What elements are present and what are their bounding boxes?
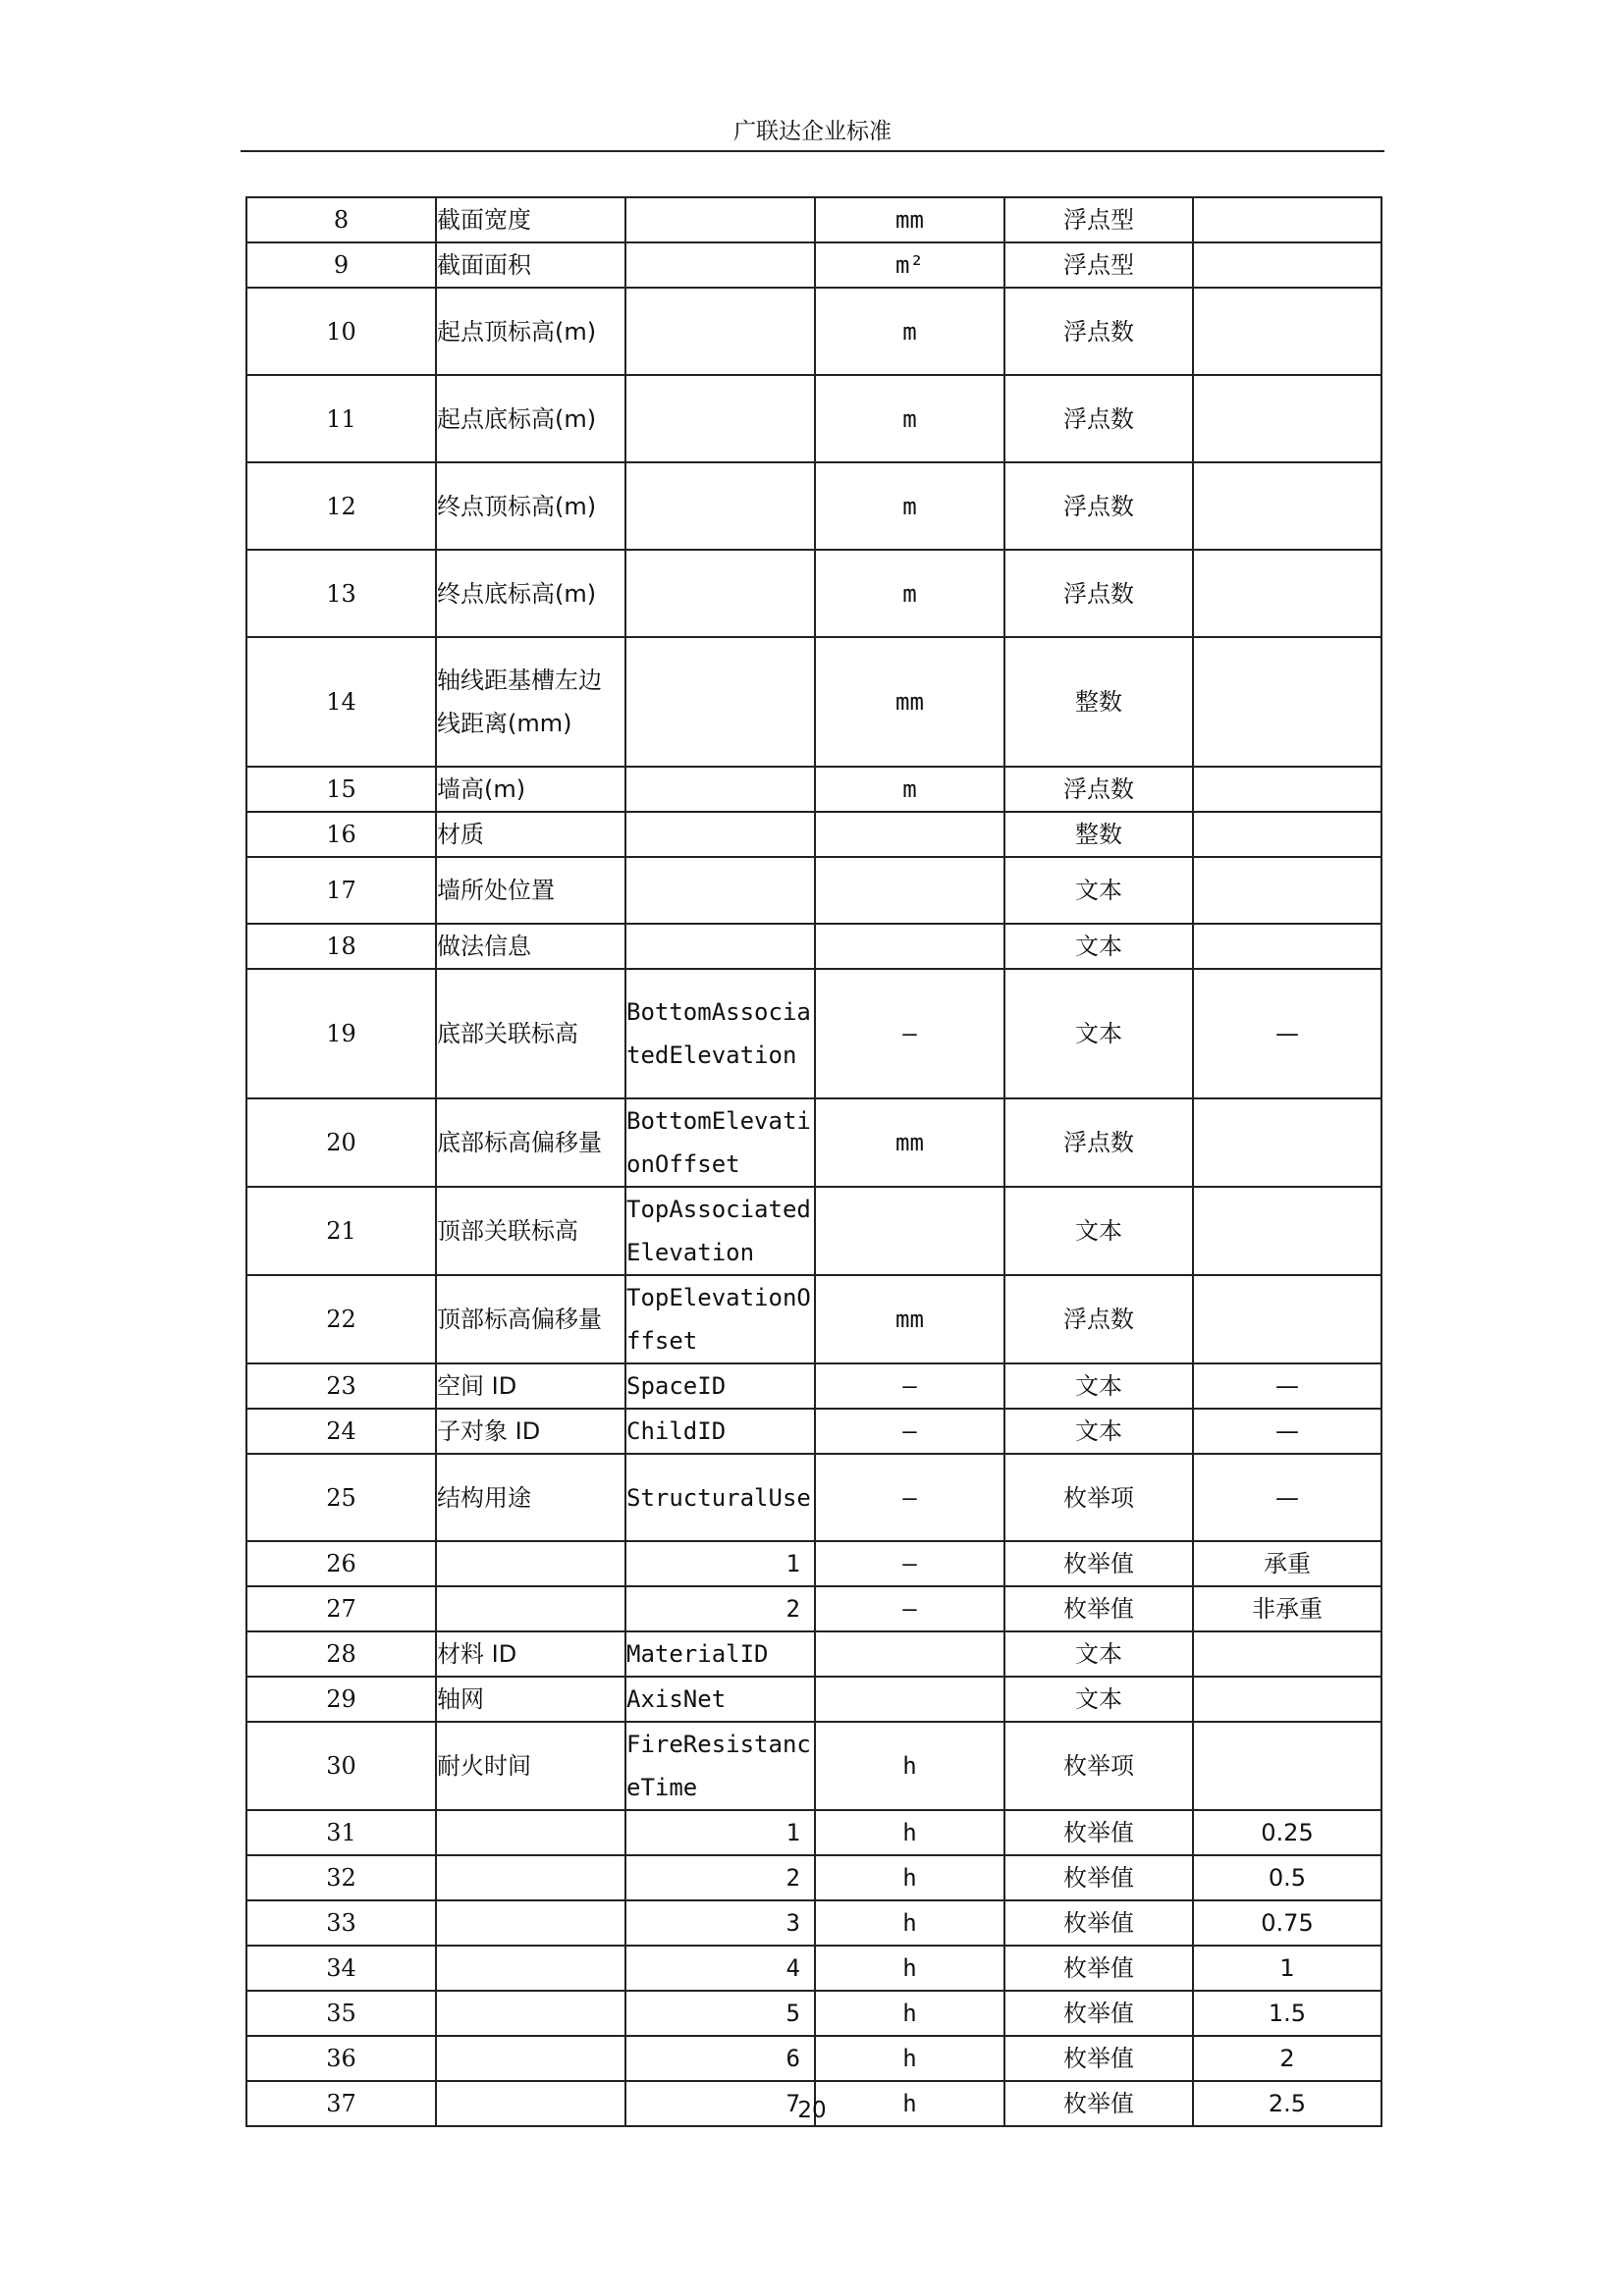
row-number-cell: 16 xyxy=(246,812,436,857)
property-code-cell: 5 xyxy=(625,1991,815,2036)
property-code-cell: 3 xyxy=(625,1900,815,1946)
property-code-cell xyxy=(625,550,815,637)
data-type-cell: 枚举值 xyxy=(1004,1946,1193,1991)
table-row xyxy=(246,1631,1381,1677)
value-cell xyxy=(1193,1722,1381,1810)
data-type-cell: 枚举值 xyxy=(1004,2081,1193,2126)
property-code-cell xyxy=(625,812,815,857)
data-type-cell: 枚举值 xyxy=(1004,1855,1193,1900)
property-name-cell: 顶部标高偏移量 xyxy=(436,1275,625,1363)
row-number-cell: 23 xyxy=(246,1363,436,1409)
value-cell: 1 xyxy=(1193,1946,1381,1991)
property-code-cell: MaterialID xyxy=(625,1631,815,1677)
unit-cell: m xyxy=(815,288,1004,375)
page-number: 20 xyxy=(797,2098,827,2123)
row-number-cell: 21 xyxy=(246,1187,436,1275)
property-name-cell: 底部标高偏移量 xyxy=(436,1098,625,1187)
data-type-cell: 文本 xyxy=(1004,1187,1193,1275)
unit-cell: — xyxy=(815,1541,1004,1586)
row-number-cell: 12 xyxy=(246,462,436,550)
unit-cell: m xyxy=(815,550,1004,637)
unit-cell: h xyxy=(815,2081,1004,2126)
table-row xyxy=(246,197,1381,242)
row-number-cell: 8 xyxy=(246,197,436,242)
property-code-cell xyxy=(625,197,815,242)
data-type-cell: 文本 xyxy=(1004,1631,1193,1677)
property-name-cell: 做法信息 xyxy=(436,924,625,969)
property-name-cell: 截面面积 xyxy=(436,242,625,288)
table-row xyxy=(246,1541,1381,1586)
property-code-cell: StructuralUse xyxy=(625,1454,815,1541)
property-name-cell: 材质 xyxy=(436,812,625,857)
unit-cell: mm xyxy=(815,197,1004,242)
property-code-cell xyxy=(625,375,815,462)
value-cell: 2.5 xyxy=(1193,2081,1381,2126)
property-name-cell: 墙高(m) xyxy=(436,767,625,812)
row-number-cell: 17 xyxy=(246,857,436,924)
data-type-cell: 枚举值 xyxy=(1004,2036,1193,2081)
value-cell xyxy=(1193,288,1381,375)
property-code-cell xyxy=(625,924,815,969)
table-row xyxy=(246,1946,1381,1991)
data-type-cell: 整数 xyxy=(1004,637,1193,767)
table-row xyxy=(246,242,1381,288)
data-type-cell: 浮点数 xyxy=(1004,550,1193,637)
property-name-cell xyxy=(436,1810,625,1855)
data-type-cell: 文本 xyxy=(1004,924,1193,969)
table-row xyxy=(246,1722,1381,1810)
row-number-cell: 36 xyxy=(246,2036,436,2081)
value-cell: 1.5 xyxy=(1193,1991,1381,2036)
property-name-cell: 空间 ID xyxy=(436,1363,625,1409)
attribute-table-body xyxy=(246,197,1381,2126)
row-number-cell: 9 xyxy=(246,242,436,288)
property-code-cell: 1 xyxy=(625,1541,815,1586)
value-cell xyxy=(1193,637,1381,767)
unit-cell xyxy=(815,1631,1004,1677)
property-name-cell xyxy=(436,1586,625,1631)
value-cell xyxy=(1193,1631,1381,1677)
property-code-cell xyxy=(625,767,815,812)
attribute-table xyxy=(245,196,1382,2127)
table-row xyxy=(246,812,1381,857)
property-name-cell: 终点顶标高(m) xyxy=(436,462,625,550)
unit-cell xyxy=(815,924,1004,969)
property-name-cell xyxy=(436,1855,625,1900)
table-row xyxy=(246,1098,1381,1187)
data-type-cell: 枚举值 xyxy=(1004,1810,1193,1855)
value-cell: 非承重 xyxy=(1193,1586,1381,1631)
unit-cell: — xyxy=(815,1409,1004,1454)
unit-cell: — xyxy=(815,1454,1004,1541)
property-name-cell: 起点顶标高(m) xyxy=(436,288,625,375)
table-row xyxy=(246,1586,1381,1631)
unit-cell: m xyxy=(815,767,1004,812)
data-type-cell: 浮点数 xyxy=(1004,288,1193,375)
property-code-cell: 4 xyxy=(625,1946,815,1991)
value-cell xyxy=(1193,767,1381,812)
property-name-cell xyxy=(436,2036,625,2081)
table-row xyxy=(246,1363,1381,1409)
property-code-cell xyxy=(625,637,815,767)
unit-cell: h xyxy=(815,1991,1004,2036)
value-cell xyxy=(1193,242,1381,288)
row-number-cell: 31 xyxy=(246,1810,436,1855)
page-header-title: 广联达企业标准 xyxy=(733,119,892,144)
unit-cell: — xyxy=(815,969,1004,1098)
data-type-cell: 枚举值 xyxy=(1004,1586,1193,1631)
table-row xyxy=(246,1677,1381,1722)
row-number-cell: 15 xyxy=(246,767,436,812)
property-code-cell: BottomAssociatedElevation xyxy=(625,969,815,1098)
value-cell xyxy=(1193,197,1381,242)
value-cell xyxy=(1193,1677,1381,1722)
table-row xyxy=(246,1810,1381,1855)
property-code-cell: AxisNet xyxy=(625,1677,815,1722)
value-cell: — xyxy=(1193,1454,1381,1541)
row-number-cell: 13 xyxy=(246,550,436,637)
unit-cell: mm xyxy=(815,637,1004,767)
row-number-cell: 37 xyxy=(246,2081,436,2126)
table-row xyxy=(246,375,1381,462)
property-code-cell: TopElevationOffset xyxy=(625,1275,815,1363)
data-type-cell: 枚举值 xyxy=(1004,1991,1193,2036)
property-name-cell: 底部关联标高 xyxy=(436,969,625,1098)
property-code-cell xyxy=(625,242,815,288)
row-number-cell: 28 xyxy=(246,1631,436,1677)
row-number-cell: 11 xyxy=(246,375,436,462)
row-number-cell: 22 xyxy=(246,1275,436,1363)
value-cell: 0.5 xyxy=(1193,1855,1381,1900)
value-cell xyxy=(1193,924,1381,969)
data-type-cell: 枚举值 xyxy=(1004,1900,1193,1946)
unit-cell xyxy=(815,1677,1004,1722)
unit-cell: h xyxy=(815,1900,1004,1946)
table-row xyxy=(246,1275,1381,1363)
row-number-cell: 35 xyxy=(246,1991,436,2036)
table-row xyxy=(246,288,1381,375)
property-name-cell xyxy=(436,1541,625,1586)
property-code-cell: FireResistanceTime xyxy=(625,1722,815,1810)
property-name-cell: 子对象 ID xyxy=(436,1409,625,1454)
value-cell xyxy=(1193,1187,1381,1275)
data-type-cell: 浮点型 xyxy=(1004,197,1193,242)
property-name-cell: 起点底标高(m) xyxy=(436,375,625,462)
table-row xyxy=(246,1187,1381,1275)
property-name-cell: 轴线距基槽左边线距离(mm) xyxy=(436,637,625,767)
property-code-cell: 2 xyxy=(625,1855,815,1900)
row-number-cell: 27 xyxy=(246,1586,436,1631)
row-number-cell: 18 xyxy=(246,924,436,969)
row-number-cell: 24 xyxy=(246,1409,436,1454)
value-cell xyxy=(1193,1275,1381,1363)
property-name-cell xyxy=(436,1991,625,2036)
header-rule xyxy=(241,150,1384,152)
row-number-cell: 20 xyxy=(246,1098,436,1187)
table-row xyxy=(246,857,1381,924)
row-number-cell: 14 xyxy=(246,637,436,767)
data-type-cell: 文本 xyxy=(1004,1363,1193,1409)
unit-cell: mm xyxy=(815,1275,1004,1363)
unit-cell: — xyxy=(815,1586,1004,1631)
data-type-cell: 枚举项 xyxy=(1004,1454,1193,1541)
unit-cell: h xyxy=(815,1946,1004,1991)
data-type-cell: 浮点数 xyxy=(1004,375,1193,462)
table-row xyxy=(246,1409,1381,1454)
unit-cell xyxy=(815,812,1004,857)
row-number-cell: 34 xyxy=(246,1946,436,1991)
property-name-cell: 顶部关联标高 xyxy=(436,1187,625,1275)
value-cell: 0.25 xyxy=(1193,1810,1381,1855)
property-code-cell: TopAssociatedElevation xyxy=(625,1187,815,1275)
property-name-cell xyxy=(436,1900,625,1946)
unit-cell: m xyxy=(815,375,1004,462)
property-name-cell: 材料 ID xyxy=(436,1631,625,1677)
table-row xyxy=(246,550,1381,637)
property-name-cell: 终点底标高(m) xyxy=(436,550,625,637)
value-cell: 0.75 xyxy=(1193,1900,1381,1946)
property-name-cell: 结构用途 xyxy=(436,1454,625,1541)
value-cell xyxy=(1193,375,1381,462)
value-cell xyxy=(1193,857,1381,924)
unit-cell: mm xyxy=(815,1098,1004,1187)
table-row xyxy=(246,1855,1381,1900)
data-type-cell: 浮点数 xyxy=(1004,767,1193,812)
unit-cell: h xyxy=(815,1855,1004,1900)
data-type-cell: 文本 xyxy=(1004,857,1193,924)
value-cell: — xyxy=(1193,969,1381,1098)
data-type-cell: 浮点型 xyxy=(1004,242,1193,288)
row-number-cell: 25 xyxy=(246,1454,436,1541)
table-row xyxy=(246,637,1381,767)
table-row xyxy=(246,462,1381,550)
data-type-cell: 浮点数 xyxy=(1004,462,1193,550)
unit-cell: m² xyxy=(815,242,1004,288)
property-code-cell: 2 xyxy=(625,1586,815,1631)
data-type-cell: 文本 xyxy=(1004,969,1193,1098)
unit-cell: — xyxy=(815,1363,1004,1409)
data-type-cell: 枚举项 xyxy=(1004,1722,1193,1810)
table-row xyxy=(246,924,1381,969)
data-type-cell: 文本 xyxy=(1004,1677,1193,1722)
data-type-cell: 浮点数 xyxy=(1004,1275,1193,1363)
unit-cell: h xyxy=(815,1722,1004,1810)
row-number-cell: 33 xyxy=(246,1900,436,1946)
property-name-cell: 轴网 xyxy=(436,1677,625,1722)
unit-cell: h xyxy=(815,1810,1004,1855)
unit-cell xyxy=(815,1187,1004,1275)
row-number-cell: 32 xyxy=(246,1855,436,1900)
property-code-cell xyxy=(625,288,815,375)
data-type-cell: 浮点数 xyxy=(1004,1098,1193,1187)
property-name-cell: 耐火时间 xyxy=(436,1722,625,1810)
value-cell xyxy=(1193,550,1381,637)
table-row xyxy=(246,1991,1381,2036)
property-code-cell xyxy=(625,462,815,550)
row-number-cell: 26 xyxy=(246,1541,436,1586)
property-name-cell: 墙所处位置 xyxy=(436,857,625,924)
data-type-cell: 文本 xyxy=(1004,1409,1193,1454)
row-number-cell: 10 xyxy=(246,288,436,375)
table-row xyxy=(246,969,1381,1098)
property-code-cell: 6 xyxy=(625,2036,815,2081)
data-type-cell: 整数 xyxy=(1004,812,1193,857)
table-row xyxy=(246,767,1381,812)
unit-cell: h xyxy=(815,2036,1004,2081)
value-cell: 承重 xyxy=(1193,1541,1381,1586)
value-cell xyxy=(1193,812,1381,857)
table-row xyxy=(246,1454,1381,1541)
property-code-cell: 1 xyxy=(625,1810,815,1855)
row-number-cell: 30 xyxy=(246,1722,436,1810)
property-code-cell: SpaceID xyxy=(625,1363,815,1409)
table-row xyxy=(246,2036,1381,2081)
unit-cell: m xyxy=(815,462,1004,550)
data-type-cell: 枚举值 xyxy=(1004,1541,1193,1586)
value-cell: 2 xyxy=(1193,2036,1381,2081)
value-cell xyxy=(1193,462,1381,550)
property-code-cell: 7 xyxy=(625,2081,815,2126)
row-number-cell: 29 xyxy=(246,1677,436,1722)
property-code-cell xyxy=(625,857,815,924)
row-number-cell: 19 xyxy=(246,969,436,1098)
property-code-cell: ChildID xyxy=(625,1409,815,1454)
value-cell: — xyxy=(1193,1409,1381,1454)
property-name-cell: 截面宽度 xyxy=(436,197,625,242)
unit-cell xyxy=(815,857,1004,924)
property-name-cell xyxy=(436,1946,625,1991)
value-cell: — xyxy=(1193,1363,1381,1409)
value-cell xyxy=(1193,1098,1381,1187)
property-code-cell: BottomElevationOffset xyxy=(625,1098,815,1187)
table-row xyxy=(246,1900,1381,1946)
